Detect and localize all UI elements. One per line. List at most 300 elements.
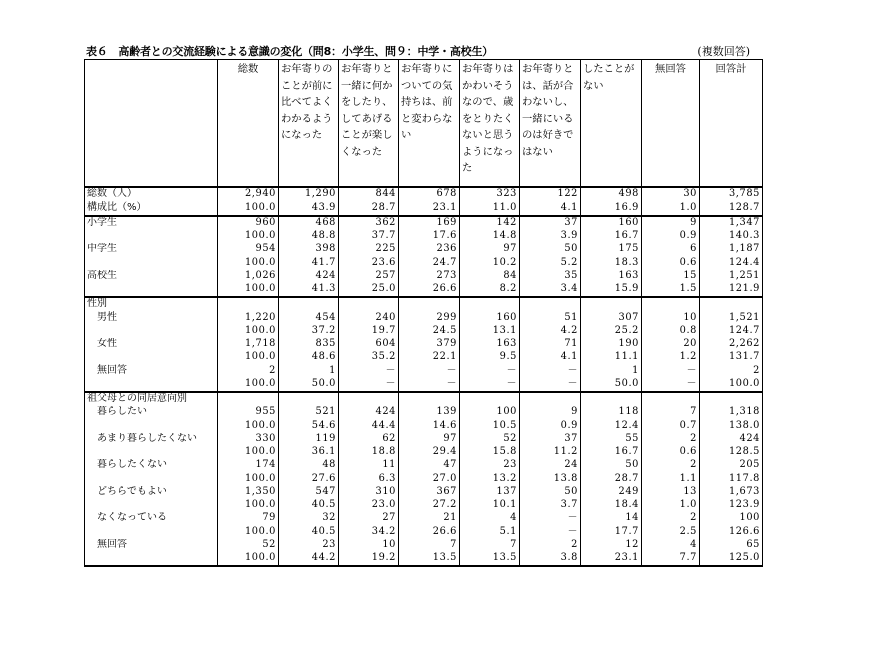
table-cell: 34.2 — [339, 525, 399, 538]
table-cell: 205 — [700, 459, 763, 472]
table-cell: 424 — [700, 433, 763, 446]
table-cell: 424 — [279, 270, 339, 283]
table-cell — [279, 297, 339, 311]
table-cell: 54.6 — [279, 419, 339, 432]
table-cell: 100 — [460, 406, 520, 419]
table-cell: 23.1 — [581, 552, 642, 566]
table-cell: 14 — [581, 512, 642, 525]
table-row — [85, 216, 763, 230]
table-cell: 11 — [339, 459, 399, 472]
table-cell: 169 — [399, 216, 460, 230]
row-label: 暮らしたい — [85, 406, 218, 419]
table-cell: 3,785 — [700, 187, 763, 201]
table-cell: 257 — [339, 270, 399, 283]
table-cell: 100.0 — [218, 472, 279, 485]
table-cell: 4.1 — [520, 351, 581, 364]
row-label — [85, 230, 218, 243]
table-cell: 1,350 — [218, 486, 279, 499]
table-row — [85, 270, 763, 283]
table-cell: 128.5 — [700, 446, 763, 459]
table-cell: 100 — [700, 512, 763, 525]
table-cell: 43.9 — [279, 201, 339, 215]
table-cell: 23.0 — [339, 499, 399, 512]
row-label — [85, 472, 218, 485]
table-cell — [279, 392, 339, 406]
row-label — [85, 552, 218, 566]
table-cell: 117.8 — [700, 472, 763, 485]
table-cell: 678 — [399, 187, 460, 201]
table-cell: 20 — [642, 338, 700, 351]
table-cell: 1,251 — [700, 270, 763, 283]
table-cell: 8.2 — [460, 283, 520, 297]
table-cell: 44.4 — [339, 419, 399, 432]
table-cell: 17.6 — [399, 230, 460, 243]
row-label: 無回答 — [85, 364, 218, 377]
table-cell: 11.2 — [520, 446, 581, 459]
row-label — [85, 446, 218, 459]
table-cell: 1 — [581, 364, 642, 377]
table-cell: － — [399, 378, 460, 392]
table-cell: 160 — [460, 311, 520, 324]
table-cell: 1,718 — [218, 338, 279, 351]
table-cell: － — [520, 525, 581, 538]
table-cell: 175 — [581, 243, 642, 256]
table-row — [85, 499, 763, 512]
table-cell: 0.8 — [642, 325, 700, 338]
table-cell — [700, 297, 763, 311]
table-cell: 12.4 — [581, 419, 642, 432]
table-cell: 9 — [520, 406, 581, 419]
table-row — [85, 472, 763, 485]
col-header: お年寄りと一緒に何かをしたり、してあげることが楽しくなった — [339, 60, 399, 188]
table-cell: 4 — [642, 539, 700, 552]
table-cell: 23 — [460, 459, 520, 472]
table-row — [85, 311, 763, 324]
table-cell: 24 — [520, 459, 581, 472]
table-row — [85, 187, 763, 201]
table-row — [85, 364, 763, 377]
table-cell: 521 — [279, 406, 339, 419]
table-cell: 50.0 — [581, 378, 642, 392]
table-cell: 100.0 — [218, 351, 279, 364]
table-cell: 123.9 — [700, 499, 763, 512]
table-cell: 1,026 — [218, 270, 279, 283]
table-cell: 7 — [399, 539, 460, 552]
table-cell: 55 — [581, 433, 642, 446]
table-cell: 13.1 — [460, 325, 520, 338]
row-label — [85, 351, 218, 364]
table-cell: 48 — [279, 459, 339, 472]
table-cell: 17.7 — [581, 525, 642, 538]
table-cell: 97 — [460, 243, 520, 256]
table-cell: 13.2 — [460, 472, 520, 485]
table-cell: 71 — [520, 338, 581, 351]
table-cell — [581, 392, 642, 406]
table-cell: 2 — [642, 512, 700, 525]
table-cell: 40.5 — [279, 499, 339, 512]
table-cell: 1 — [279, 364, 339, 377]
table-cell: 131.7 — [700, 351, 763, 364]
row-label — [85, 283, 218, 297]
table-cell: 27.0 — [399, 472, 460, 485]
table-cell: 137 — [460, 486, 520, 499]
table-cell: 11.0 — [460, 201, 520, 215]
table-cell: 26.6 — [399, 525, 460, 538]
table-cell: 2 — [642, 459, 700, 472]
table-cell: － — [460, 378, 520, 392]
table-cell: － — [520, 512, 581, 525]
table-cell: － — [460, 364, 520, 377]
table-cell: 36.1 — [279, 446, 339, 459]
table-cell: 362 — [339, 216, 399, 230]
table-cell: 5.1 — [460, 525, 520, 538]
table-cell: 100.0 — [218, 256, 279, 269]
table-cell: 138.0 — [700, 419, 763, 432]
table-cell: 468 — [279, 216, 339, 230]
table-cell — [581, 297, 642, 311]
table-cell: 9.5 — [460, 351, 520, 364]
table-cell: 2 — [520, 539, 581, 552]
table-cell: 273 — [399, 270, 460, 283]
table-cell: 18.4 — [581, 499, 642, 512]
table-cell: 1.1 — [642, 472, 700, 485]
table-cell: 100.0 — [218, 201, 279, 215]
col-header: 回答計 — [700, 60, 763, 188]
table-cell — [520, 297, 581, 311]
table-cell: 398 — [279, 243, 339, 256]
table-cell: － — [520, 378, 581, 392]
table-cell: 6.3 — [339, 472, 399, 485]
table-cell: 128.7 — [700, 201, 763, 215]
table-cell: 35.2 — [339, 351, 399, 364]
table-cell: 28.7 — [581, 472, 642, 485]
table-cell: 51 — [520, 311, 581, 324]
table-cell — [218, 297, 279, 311]
table-cell: 100.0 — [218, 446, 279, 459]
table-cell — [642, 297, 700, 311]
row-label — [85, 499, 218, 512]
table-title: 表６ 高齢者との交流経験による意識の変化（問8：小学生、問９：中学・高校生） — [86, 45, 494, 58]
table-cell: 100.0 — [218, 499, 279, 512]
table-cell: 1,673 — [700, 486, 763, 499]
table-cell: 367 — [399, 486, 460, 499]
col-header: お年寄りについての気持ちは、前と変わらない — [399, 60, 460, 188]
table-cell: 11.1 — [581, 351, 642, 364]
table-body — [85, 187, 763, 566]
table-row — [85, 512, 763, 525]
row-label: 中学生 — [85, 243, 218, 256]
table-cell: 100.0 — [700, 378, 763, 392]
row-label: 性別 — [85, 297, 218, 311]
table-cell: 160 — [581, 216, 642, 230]
table-cell: 32 — [279, 512, 339, 525]
table-row — [85, 297, 763, 311]
table-cell: 100.0 — [218, 378, 279, 392]
table-row — [85, 392, 763, 406]
table-cell: 41.3 — [279, 283, 339, 297]
row-label: 構成比（%） — [85, 201, 218, 215]
table-cell: 79 — [218, 512, 279, 525]
row-label: どちらでもよい — [85, 486, 218, 499]
table-cell: 84 — [460, 270, 520, 283]
table-row — [85, 378, 763, 392]
table-cell — [339, 392, 399, 406]
table-cell: 960 — [218, 216, 279, 230]
table-row — [85, 201, 763, 215]
table-row — [85, 486, 763, 499]
table-cell: 27.2 — [399, 499, 460, 512]
table-cell: 65 — [700, 539, 763, 552]
table-cell — [460, 297, 520, 311]
title-row — [86, 43, 762, 59]
table-cell: 44.2 — [279, 552, 339, 566]
row-label: 総数（人） — [85, 187, 218, 201]
table-cell — [460, 392, 520, 406]
table-cell: 37.7 — [339, 230, 399, 243]
table-row — [85, 283, 763, 297]
table-cell: 7 — [642, 406, 700, 419]
table-cell: 97 — [399, 433, 460, 446]
table-cell: 954 — [218, 243, 279, 256]
table-cell: 100.0 — [218, 325, 279, 338]
table-cell: 100.0 — [218, 230, 279, 243]
table-cell: 0.9 — [520, 419, 581, 432]
table-cell: 26.6 — [399, 283, 460, 297]
table-cell: 52 — [218, 539, 279, 552]
row-label — [85, 525, 218, 538]
col-header: お年寄りはかわいそうなので、歳をとりたくないと思うようになった — [460, 60, 520, 188]
table-cell: 7.7 — [642, 552, 700, 566]
table-cell — [399, 392, 460, 406]
header-row — [85, 60, 763, 188]
table-cell: 2 — [218, 364, 279, 377]
table-cell: 547 — [279, 486, 339, 499]
table-row — [85, 325, 763, 338]
table-cell: 1.0 — [642, 499, 700, 512]
table-row — [85, 351, 763, 364]
table-cell — [700, 392, 763, 406]
table-cell: 62 — [339, 433, 399, 446]
table-cell: 4.1 — [520, 201, 581, 215]
table-cell: 121.9 — [700, 283, 763, 297]
table-row — [85, 433, 763, 446]
table-cell: 2 — [700, 364, 763, 377]
table-cell: 48.8 — [279, 230, 339, 243]
data-table — [84, 59, 763, 567]
table-cell: 2,262 — [700, 338, 763, 351]
row-label: 暮らしたくない — [85, 459, 218, 472]
table-cell: 125.0 — [700, 552, 763, 566]
table-cell: 225 — [339, 243, 399, 256]
table-cell: 13.8 — [520, 472, 581, 485]
table-cell: 30 — [642, 187, 700, 201]
table-cell: 15 — [642, 270, 700, 283]
row-label: なくなっている — [85, 512, 218, 525]
table-cell: 12 — [581, 539, 642, 552]
table-cell: 323 — [460, 187, 520, 201]
table-row — [85, 230, 763, 243]
table-cell: 41.7 — [279, 256, 339, 269]
table-cell: － — [339, 364, 399, 377]
table-cell: 0.6 — [642, 256, 700, 269]
table-row — [85, 459, 763, 472]
table-cell: 174 — [218, 459, 279, 472]
table-cell: 310 — [339, 486, 399, 499]
table-cell: 124.7 — [700, 325, 763, 338]
row-label: 高校生 — [85, 270, 218, 283]
table-cell: 0.6 — [642, 446, 700, 459]
col-header: 無回答 — [642, 60, 700, 188]
table-cell: 37 — [520, 433, 581, 446]
table-cell: 18.8 — [339, 446, 399, 459]
row-label: 小学生 — [85, 216, 218, 230]
table-cell: 24.5 — [399, 325, 460, 338]
table-row — [85, 256, 763, 269]
table-cell: 24.7 — [399, 256, 460, 269]
table-cell: － — [339, 378, 399, 392]
table-cell: 140.3 — [700, 230, 763, 243]
table-cell: 3.4 — [520, 283, 581, 297]
table-cell: 10 — [642, 311, 700, 324]
table-cell: 19.7 — [339, 325, 399, 338]
row-label: 祖父母との同居意向別 — [85, 392, 218, 406]
table-cell — [339, 297, 399, 311]
table-cell: 50.0 — [279, 378, 339, 392]
table-cell: 10 — [339, 539, 399, 552]
row-label — [85, 325, 218, 338]
table-cell: 1,347 — [700, 216, 763, 230]
table-cell: 190 — [581, 338, 642, 351]
table-cell: 23.1 — [399, 201, 460, 215]
table-cell: － — [642, 378, 700, 392]
table-cell: 604 — [339, 338, 399, 351]
table-cell: 330 — [218, 433, 279, 446]
table-cell: 16.7 — [581, 446, 642, 459]
table-cell: 955 — [218, 406, 279, 419]
table-cell — [642, 392, 700, 406]
table-cell: 139 — [399, 406, 460, 419]
table-cell: 52 — [460, 433, 520, 446]
table-cell: 48.6 — [279, 351, 339, 364]
table-row — [85, 338, 763, 351]
table-cell: 100.0 — [218, 419, 279, 432]
table-cell — [399, 297, 460, 311]
table-cell: 0.9 — [642, 230, 700, 243]
table-cell: 13.5 — [399, 552, 460, 566]
table-cell: 37 — [520, 216, 581, 230]
table-cell: 16.7 — [581, 230, 642, 243]
col-header: お年寄りのことが前に比べてよくわかるようになった — [279, 60, 339, 188]
table-cell: 27.6 — [279, 472, 339, 485]
table-cell: 2 — [642, 433, 700, 446]
table-row — [85, 539, 763, 552]
table-cell: 10.2 — [460, 256, 520, 269]
table-cell: 6 — [642, 243, 700, 256]
table-cell: 29.4 — [399, 446, 460, 459]
table-cell: 835 — [279, 338, 339, 351]
table-cell: 1,290 — [279, 187, 339, 201]
table-cell: 40.5 — [279, 525, 339, 538]
table-cell: 126.6 — [700, 525, 763, 538]
table-cell: 100.0 — [218, 283, 279, 297]
table-cell: 22.1 — [399, 351, 460, 364]
table-cell: 1,187 — [700, 243, 763, 256]
table-cell: 15.9 — [581, 283, 642, 297]
table-cell: 1,220 — [218, 311, 279, 324]
table-cell: 498 — [581, 187, 642, 201]
table-cell: 100.0 — [218, 525, 279, 538]
row-label: 男性 — [85, 311, 218, 324]
row-label — [85, 256, 218, 269]
row-label: 女性 — [85, 338, 218, 351]
table-cell: 1.0 — [642, 201, 700, 215]
table-cell: － — [399, 364, 460, 377]
table-cell: 299 — [399, 311, 460, 324]
row-label — [85, 419, 218, 432]
table-cell: 307 — [581, 311, 642, 324]
table-cell: 10.1 — [460, 499, 520, 512]
table-cell: 14.6 — [399, 419, 460, 432]
table-cell: 100.0 — [218, 552, 279, 566]
table-cell: 23.6 — [339, 256, 399, 269]
table-cell: 118 — [581, 406, 642, 419]
table-cell: 18.3 — [581, 256, 642, 269]
table-cell: 1,521 — [700, 311, 763, 324]
table-cell: － — [642, 364, 700, 377]
table-cell: 4 — [460, 512, 520, 525]
table-cell: 3.9 — [520, 230, 581, 243]
table-row — [85, 243, 763, 256]
table-cell: 13.5 — [460, 552, 520, 566]
table-cell: 424 — [339, 406, 399, 419]
table-row — [85, 525, 763, 538]
table-row — [85, 446, 763, 459]
table-cell: 1,318 — [700, 406, 763, 419]
table-cell — [218, 392, 279, 406]
table-cell: 2,940 — [218, 187, 279, 201]
col-header: したことがない — [581, 60, 642, 188]
table-cell: 28.7 — [339, 201, 399, 215]
table-cell: 25.0 — [339, 283, 399, 297]
multiple-answer-note: (複数回答) — [697, 45, 750, 58]
table-cell: 10.5 — [460, 419, 520, 432]
table-cell: 124.4 — [700, 256, 763, 269]
table-cell: － — [520, 364, 581, 377]
table-cell: 236 — [399, 243, 460, 256]
table-cell: 142 — [460, 216, 520, 230]
table-cell: 249 — [581, 486, 642, 499]
row-label — [85, 378, 218, 392]
corner-header — [85, 60, 218, 188]
table-cell: 5.2 — [520, 256, 581, 269]
table-cell: 50 — [520, 243, 581, 256]
table-cell: 21 — [399, 512, 460, 525]
table-cell: 163 — [581, 270, 642, 283]
table-cell: 7 — [460, 539, 520, 552]
table-cell: 3.8 — [520, 552, 581, 566]
table-cell: 1.5 — [642, 283, 700, 297]
table-cell: 3.7 — [520, 499, 581, 512]
table-cell: 122 — [520, 187, 581, 201]
table-cell: 2.5 — [642, 525, 700, 538]
table-cell: 379 — [399, 338, 460, 351]
table-cell: 1.2 — [642, 351, 700, 364]
table-cell: 119 — [279, 433, 339, 446]
table-cell — [520, 392, 581, 406]
table-cell: 4.2 — [520, 325, 581, 338]
table-cell: 23 — [279, 539, 339, 552]
table-cell: 844 — [339, 187, 399, 201]
